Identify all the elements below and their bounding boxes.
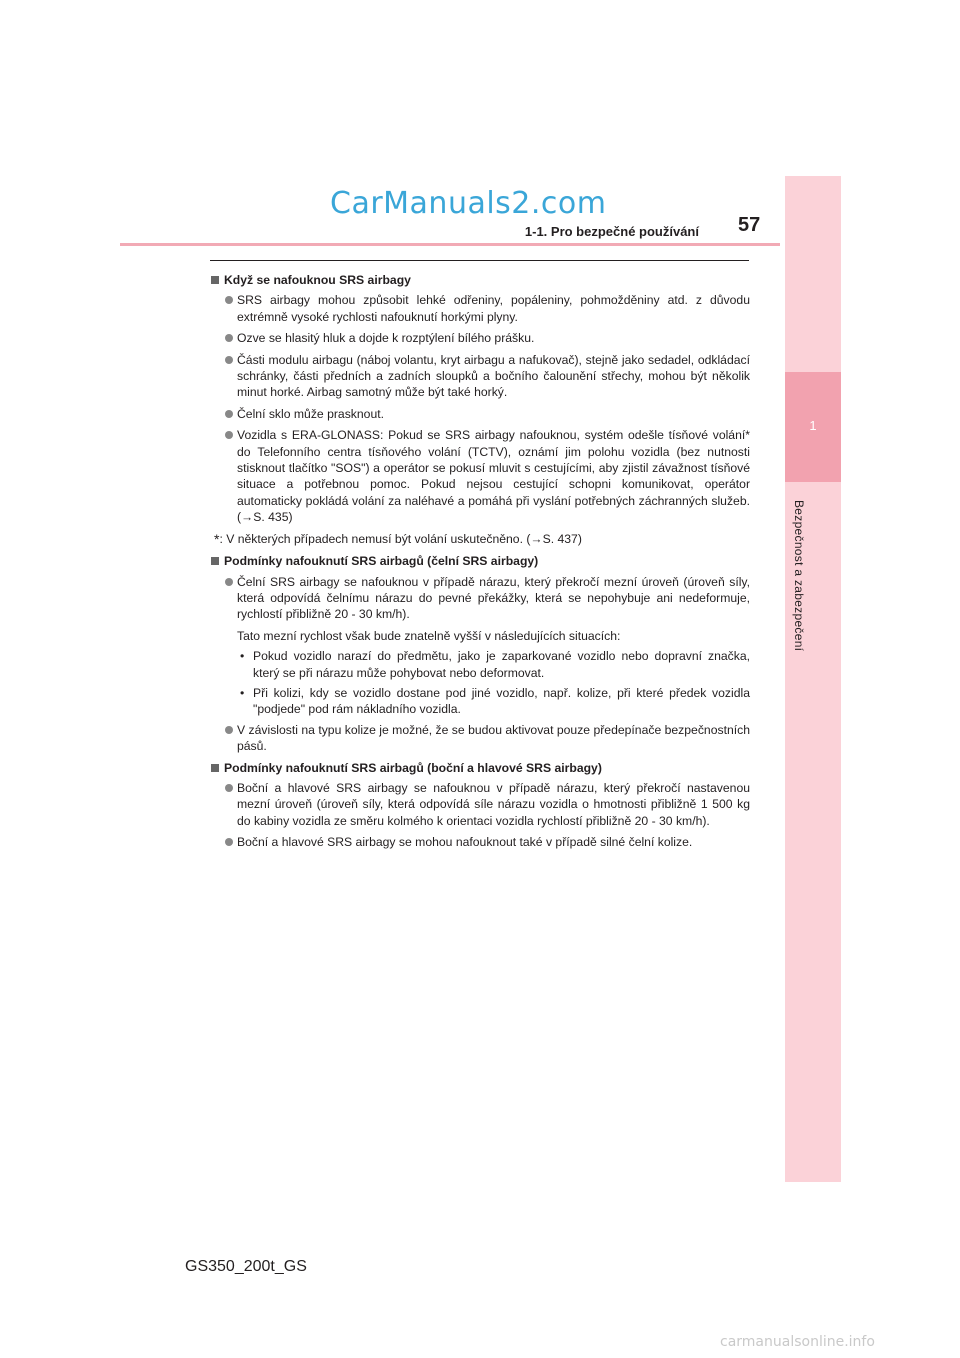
list-item: Čelní sklo může prasknout. — [210, 406, 750, 422]
side-band — [785, 176, 841, 1182]
square-bullet-icon — [211, 276, 219, 284]
list-item: V závislosti na typu kolize je možné, že se budou aktivovat pouze předepínače bezpečnostních pásů. — [210, 722, 750, 755]
square-bullet-icon — [211, 764, 219, 772]
section-title: Podmínky nafouknutí SRS airbagů (boční a hlavové SRS airbagy) — [210, 760, 750, 776]
watermark-bottom: carmanualsonline.info — [720, 1334, 875, 1350]
bullet-icon — [225, 431, 233, 439]
list-item: SRS airbagy mohou způsobit lehké odřeniny, popáleniny, pohmožděniny atd. z důvodu extrémně vysoké rychlosti nafouknutí horkými plyny. — [210, 292, 750, 325]
content — [210, 268, 750, 856]
list-item: Části modulu airbagu (náboj volantu, kryt airbagu a nafukovač), stejně jako sedadel, odkládací schránky, části předních a zadních sloupků a bočního čalounění střechy, mohou být několik minut horké. Airbag samotný může být také horký. — [210, 352, 750, 401]
content-rule — [210, 260, 749, 261]
section-title: Když se nafouknou SRS airbagy — [210, 272, 750, 288]
small-bullet-icon: • — [240, 685, 245, 700]
list-item: Vozidla s ERA-GLONASS: Pokud se SRS airbagy nafouknou, systém odešle tísňové volání* do Telefonního centra tísňového volání (TCTV), oznámí jim polohu vozidla (bez nutnosti stisknout tlačítko "SOS") a operátor se pokusí mluvit s cestujícími, aby zjistil závažnost tísňové situace a potřebnou pomoc. Pokud nejsou cestující schopni komunikovat, operátor automaticky pokládá volání za naléhavé a pomáhá při vyslání potřebných záchranných služeb. (→S. 435) — [210, 427, 750, 525]
asterisk-icon: * — [214, 530, 220, 547]
chapter-label: Bezpečnost a zabezpečení — [792, 500, 806, 652]
small-bullet-icon: • — [240, 649, 245, 664]
footnote: *: V některých případech nemusí být volání uskutečněno. (→S. 437) — [214, 530, 582, 547]
chapter-number: 1 — [809, 418, 817, 433]
list-item: Ozve se hlasitý hluk a dojde k rozptýlení bílého prášku. — [210, 330, 750, 346]
square-bullet-icon — [211, 557, 219, 565]
page-number: 57 — [738, 214, 761, 236]
footer-model: GS350_200t_GS — [185, 1258, 307, 1275]
bullet-icon — [225, 356, 233, 364]
bullet-icon — [225, 296, 233, 304]
section-title: Podmínky nafouknutí SRS airbagů (čelní SRS airbagy) — [210, 553, 750, 569]
header-section-title: 1-1. Pro bezpečné používání — [524, 224, 699, 239]
bullet-icon — [225, 334, 233, 342]
list-item: Čelní SRS airbagy se nafouknou v případě nárazu, který překročí mezní úroveň (úroveň síly, která odpovídá čelnímu nárazu do pevné překážky, která se nepohybuje ani nedeformuje, rychlostí přibližně 20 - 30 km/h). — [210, 574, 750, 623]
watermark-logo: CarManuals2.com — [330, 186, 607, 221]
header-rule — [120, 243, 780, 246]
bullet-icon — [225, 410, 233, 418]
bullet-icon — [225, 726, 233, 734]
list-item: Boční a hlavové SRS airbagy se mohou nafouknout také v případě silné čelní kolize. — [210, 834, 750, 850]
sub-list-item: • Při kolizi, kdy se vozidlo dostane pod jiné vozidlo, např. kolize, při které předek vozidla "podjede" pod rám nákladního vozidla. — [240, 685, 750, 717]
sub-list-item: • Pokud vozidlo narazí do předmětu, jako je zaparkované vozidlo nebo dopravní značka, který se při nárazu může pohybovat nebo deformovat. — [240, 649, 750, 680]
list-item: Boční a hlavové SRS airbagy se nafouknou v případě nárazu, který překročí nastavenou mezní úroveň (úroveň síly, která odpovídá síle nárazu vozidla o hmotnosti přibližně 1 500 kg do kabiny vozidla ze směru kolmého k orientaci vozidla rychlostí přibližně 20 - 30 km/h). — [210, 780, 750, 829]
bullet-icon — [225, 838, 233, 846]
bullet-icon — [225, 784, 233, 792]
bullet-icon — [225, 578, 233, 586]
note-text: Tato mezní rychlost však bude znatelně vyšší v následujících situacích: — [237, 628, 621, 643]
